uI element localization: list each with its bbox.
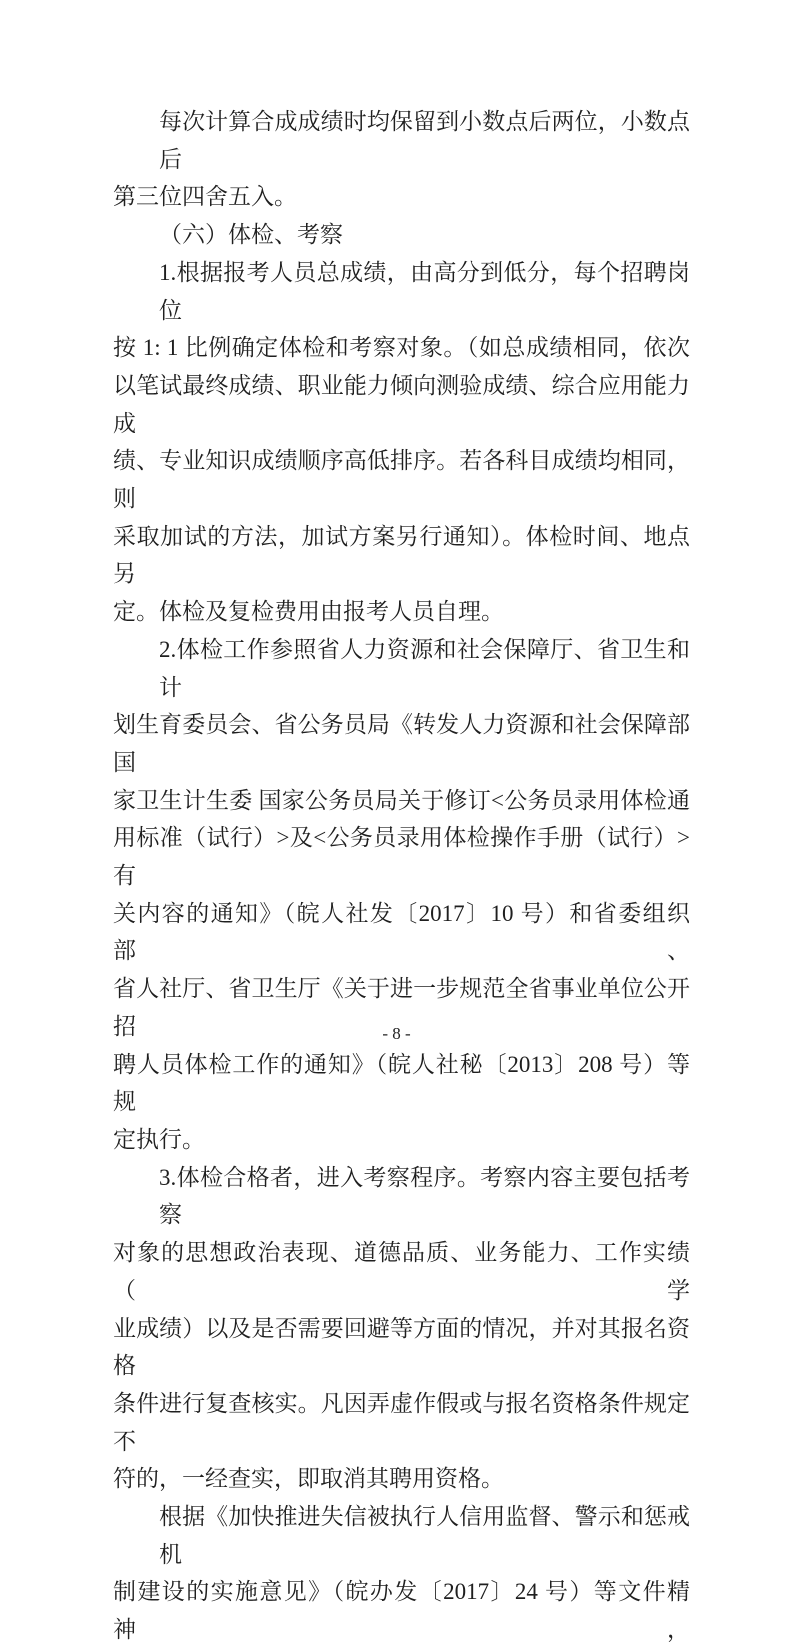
text-line: 划生育委员会、省公务员局《转发人力资源和社会保障部 国 — [113, 712, 690, 775]
paragraph — [113, 1159, 690, 1498]
text-line: 2.体检工作参照省人力资源和社会保障厅、省卫生和计 — [159, 636, 690, 700]
text-line: 对象的思想政治表现、道德品质、业务能力、工作实绩（学 — [113, 1240, 690, 1303]
text-line: 关内容的通知》（皖人社发〔2017〕10 号）和省委组织部、 — [113, 900, 690, 964]
text-line: 聘人员体检工作的通知》（皖人社秘〔2013〕208 号）等规 — [113, 1051, 690, 1115]
section-heading — [113, 216, 690, 254]
heading-line: （六）体检、考察 — [159, 222, 343, 248]
text-line: 定执行。 — [113, 1126, 205, 1152]
text-line: 用标准（试行）>及<公务员录用体检操作手册（试行）>有 — [113, 825, 690, 889]
text-line: 1.根据报考人员总成绩，由高分到低分，每个招聘岗位 — [159, 259, 690, 323]
text-line: 制建设的实施意见》（皖办发〔2017〕24 号）等文件精神， — [113, 1579, 690, 1643]
text-line: 每次计算合成成绩时均保留到小数点后两位，小数点后 — [159, 109, 690, 172]
paragraph — [113, 1498, 690, 1649]
paragraph — [113, 103, 690, 216]
text-line: 根据《加快推进失信被执行人信用监督、警示和惩戒机 — [159, 1504, 690, 1567]
paragraph — [113, 631, 690, 1159]
text-line: 业成绩）以及是否需要回避等方面的情况，并对其报名资格 — [113, 1315, 690, 1379]
document-body — [113, 103, 690, 1649]
text-line: 条件进行复查核实。凡因弄虚作假或与报名资格条件规定不 — [113, 1390, 690, 1454]
text-line: 省人社厅、省卫生厅《关于进一步规范全省事业单位公开招 — [113, 976, 690, 1039]
page-number: - 8 - — [382, 1024, 411, 1043]
text-line: 以笔试最终成绩、职业能力倾向测验成绩、综合应用能力成 — [113, 372, 690, 436]
text-line: 采取加试的方法，加试方案另行通知）。体检时间、地点另 — [113, 523, 690, 587]
text-line: 符的，一经查实，即取消其聘用资格。 — [113, 1466, 504, 1492]
text-line: 定。体检及复检费用由报考人员自理。 — [113, 599, 504, 625]
text-line: 家卫生计生委 国家公务员局关于修订<公务员录用体检通 — [113, 787, 690, 813]
text-line: 绩、专业知识成绩顺序高低排序。若各科目成绩均相同，则 — [113, 448, 690, 512]
text-line: 第三位四舍五入。 — [113, 184, 297, 210]
page-footer — [0, 1024, 793, 1044]
text-line: 按 1: 1 比例确定体检和考察对象。（如总成绩相同，依次 — [113, 335, 690, 361]
text-line: 3.体检合格者，进入考察程序。考察内容主要包括考察 — [159, 1164, 690, 1228]
paragraph — [113, 254, 690, 631]
